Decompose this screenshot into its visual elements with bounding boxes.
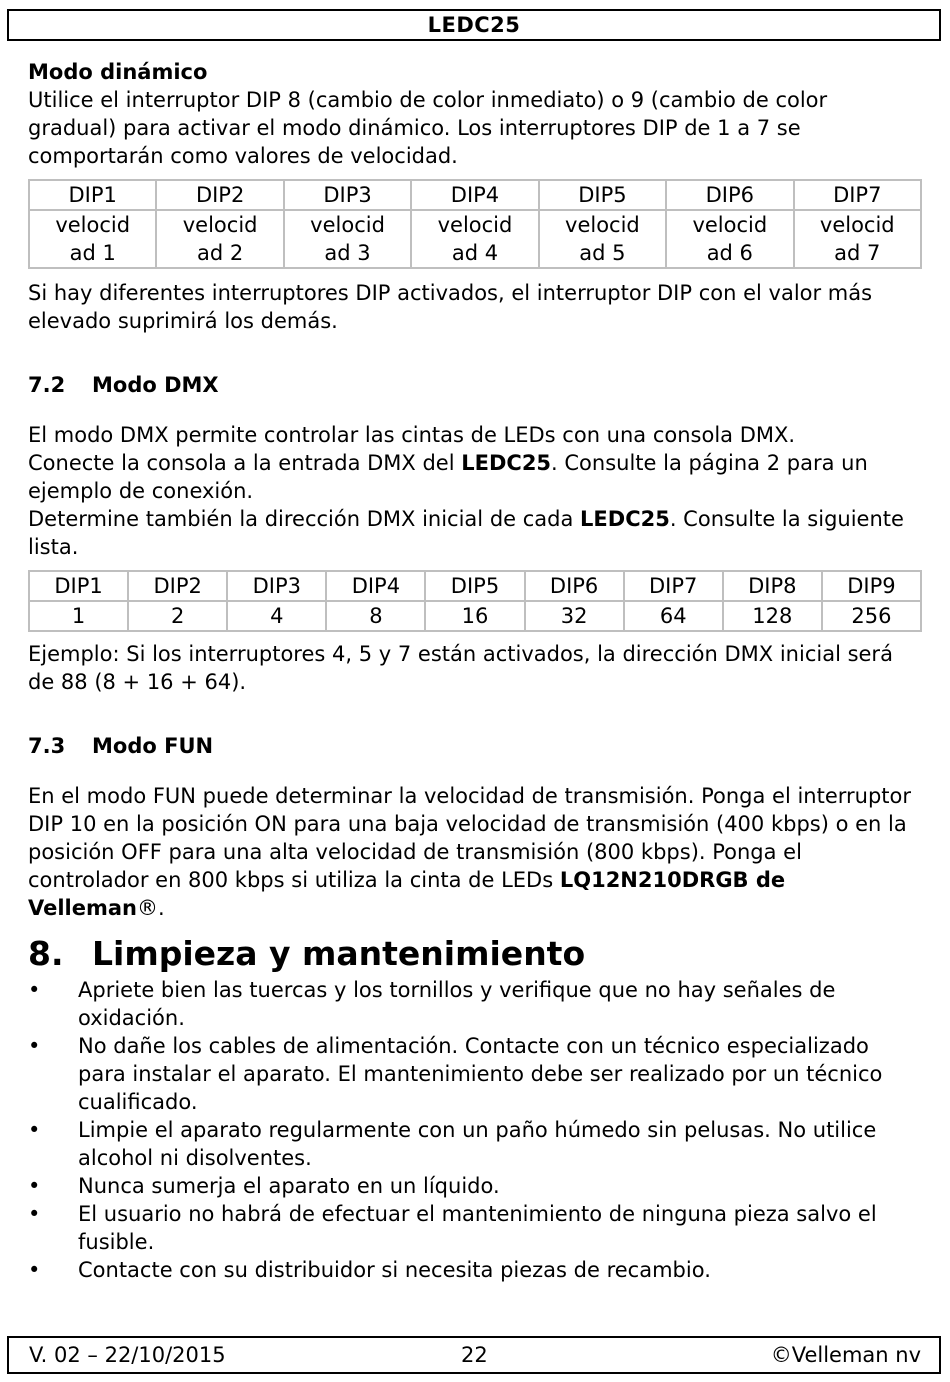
cleaning-heading: [28, 934, 922, 974]
dyn-value-line: ad 7: [834, 241, 881, 265]
bullet-icon: •: [28, 1258, 41, 1282]
fun-mode-paragraph: [28, 782, 922, 922]
dyn-header-cell: DIP2: [156, 180, 283, 210]
dyn-value-line: velocid: [565, 213, 640, 237]
list-item: [28, 1172, 922, 1200]
dyn-value-cell: [539, 210, 666, 268]
dmx-p2-model: LEDC25: [461, 451, 552, 475]
cleaning-list: [28, 976, 922, 1284]
dmx-value-cell: 256: [822, 601, 921, 631]
header-title: LEDC25: [427, 13, 521, 37]
dyn-value-line: velocid: [819, 213, 895, 237]
dmx-value-cell: 1: [29, 601, 128, 631]
dmx-value-cell: 16: [425, 601, 524, 631]
footer-version: V. 02 – 22/10/2015: [29, 1343, 226, 1367]
page-footer: [7, 1336, 941, 1374]
dyn-header-cell: DIP6: [666, 180, 793, 210]
list-item: [28, 1200, 922, 1256]
dmx-p2-text: Conecte la consola a la entrada DMX del: [28, 451, 462, 475]
dyn-value-line: velocid: [182, 213, 258, 237]
dyn-header-cell: DIP5: [539, 180, 666, 210]
dyn-value-cell: [794, 210, 921, 268]
dynamic-dip-table: [28, 179, 922, 269]
list-item-text: Contacte con su distribuidor si necesita piezas de recambio.: [78, 1258, 711, 1282]
page-header: [7, 9, 941, 41]
list-item-text: El usuario no habrá de efectuar el mantenimiento de ninguna pieza salvo el fusible.: [78, 1202, 877, 1254]
dyn-value-line: ad 2: [197, 241, 244, 265]
dyn-value-line: ad 5: [579, 241, 626, 265]
dyn-value-line: velocid: [437, 213, 513, 237]
dyn-value-cell: [29, 210, 156, 268]
dyn-header-cell: DIP4: [411, 180, 538, 210]
list-item-text: Nunca sumerja el aparato en un líquido.: [78, 1174, 500, 1198]
dmx-p3-model: LEDC25: [580, 507, 670, 531]
fun-mode-heading: [28, 732, 922, 760]
dmx-p3-text: Determine también la dirección DMX inicial de cada: [28, 507, 581, 531]
dyn-value-line: ad 4: [451, 241, 499, 265]
fun-mode-end: .: [158, 896, 165, 920]
dmx-dip-table: [28, 570, 922, 632]
dmx-value-cell: 64: [624, 601, 723, 631]
cleaning-section-title: Limpieza y mantenimiento: [92, 934, 586, 973]
dmx-paragraph-2: [28, 449, 922, 505]
dyn-value-line: velocid: [310, 213, 385, 237]
bullet-icon: •: [28, 978, 41, 1002]
dmx-value-cell: 32: [525, 601, 624, 631]
dmx-header-cell: DIP6: [525, 571, 624, 601]
registered-mark: ®: [137, 896, 158, 920]
dmx-section-number: 7.2: [28, 373, 66, 397]
page-content: [28, 58, 922, 1284]
dyn-header-cell: DIP1: [29, 180, 156, 210]
bullet-icon: •: [28, 1034, 41, 1058]
dmx-p2-text-end: . Consulte la página 2 para un ejemplo de conexión.: [28, 451, 868, 503]
fun-mode-product: LQ12N210DRGB de Velleman: [28, 868, 786, 920]
list-item-text: No dañe los cables de alimentación. Contacte con un técnico especializado para instalar el aparato. El mantenimiento debe ser realizado por un técnico cualificado.: [78, 1034, 883, 1114]
list-item-text: Apriete bien las tuercas y los tornillos y verifique que no hay señales de oxidación.: [78, 978, 836, 1030]
dynamic-mode-note: Si hay diferentes interruptores DIP activados, el interruptor DIP con el valor más elevado suprimirá los demás.: [28, 281, 873, 333]
dmx-header-cell: DIP7: [624, 571, 723, 601]
dyn-value-cell: [666, 210, 793, 268]
fun-section-title: Modo FUN: [92, 734, 214, 758]
dmx-header-cell: DIP5: [425, 571, 524, 601]
dmx-header-cell: DIP4: [326, 571, 425, 601]
dmx-section-title: Modo DMX: [92, 373, 219, 397]
dyn-header-cell: DIP3: [284, 180, 411, 210]
list-item: [28, 976, 922, 1032]
dmx-header-cell: DIP2: [128, 571, 227, 601]
dyn-value-line: ad 3: [324, 241, 371, 265]
bullet-icon: •: [28, 1174, 41, 1198]
dynamic-mode-intro: Utilice el interruptor DIP 8 (cambio de color inmediato) o 9 (cambio de color gradual) para activar el modo dinámico. Los interruptores DIP de 1 a 7 se comportarán como valores de velocidad.: [28, 88, 828, 168]
list-item: [28, 1032, 922, 1116]
dmx-header-cell: DIP9: [822, 571, 921, 601]
dyn-value-line: velocid: [692, 213, 768, 237]
fun-section-number: 7.3: [28, 734, 66, 758]
dmx-value-cell: 2: [128, 601, 227, 631]
footer-page-number: 22: [461, 1343, 488, 1367]
dmx-value-cell: 4: [227, 601, 326, 631]
dyn-header-cell: DIP7: [794, 180, 921, 210]
dyn-value-cell: [411, 210, 538, 268]
dmx-value-cell: 8: [326, 601, 425, 631]
dyn-value-cell: [156, 210, 283, 268]
dyn-value-line: ad 1: [69, 241, 116, 265]
dyn-value-line: ad 6: [706, 241, 753, 265]
bullet-icon: •: [28, 1118, 41, 1142]
dmx-example: Ejemplo: Si los interruptores 4, 5 y 7 están activados, la dirección DMX inicial será de 88 (8 + 16 + 64).: [28, 642, 893, 694]
dmx-header-cell: DIP8: [723, 571, 822, 601]
dmx-mode-heading: [28, 371, 922, 399]
footer-copyright: ©Velleman nv: [770, 1343, 921, 1367]
dynamic-mode-title: Modo dinámico: [28, 60, 208, 84]
bullet-icon: •: [28, 1202, 41, 1226]
dmx-p3-text-end: . Consulte la siguiente lista.: [28, 507, 904, 559]
list-item-text: Limpie el aparato regularmente con un paño húmedo sin pelusas. No utilice alcohol ni disolventes.: [78, 1118, 877, 1170]
cleaning-section-number: 8.: [28, 934, 64, 973]
dmx-header-cell: DIP1: [29, 571, 128, 601]
dyn-value-line: velocid: [55, 213, 131, 237]
dyn-value-cell: [284, 210, 411, 268]
fun-mode-text: En el modo FUN puede determinar la velocidad de transmisión. Ponga el interruptor DIP 10 en la posición ON para una baja velocidad de transmisión (400 kbps) o en la posición OFF para una alta velocidad de transmisión (800 kbps). Ponga el controlador en 800 kbps si utiliza la cinta de LEDs: [28, 784, 912, 892]
dmx-value-cell: 128: [723, 601, 822, 631]
list-item: [28, 1256, 922, 1284]
dmx-header-cell: DIP3: [227, 571, 326, 601]
dmx-paragraph-1: El modo DMX permite controlar las cintas de LEDs con una consola DMX.: [28, 423, 796, 447]
dmx-paragraph-3: [28, 505, 922, 561]
list-item: [28, 1116, 922, 1172]
